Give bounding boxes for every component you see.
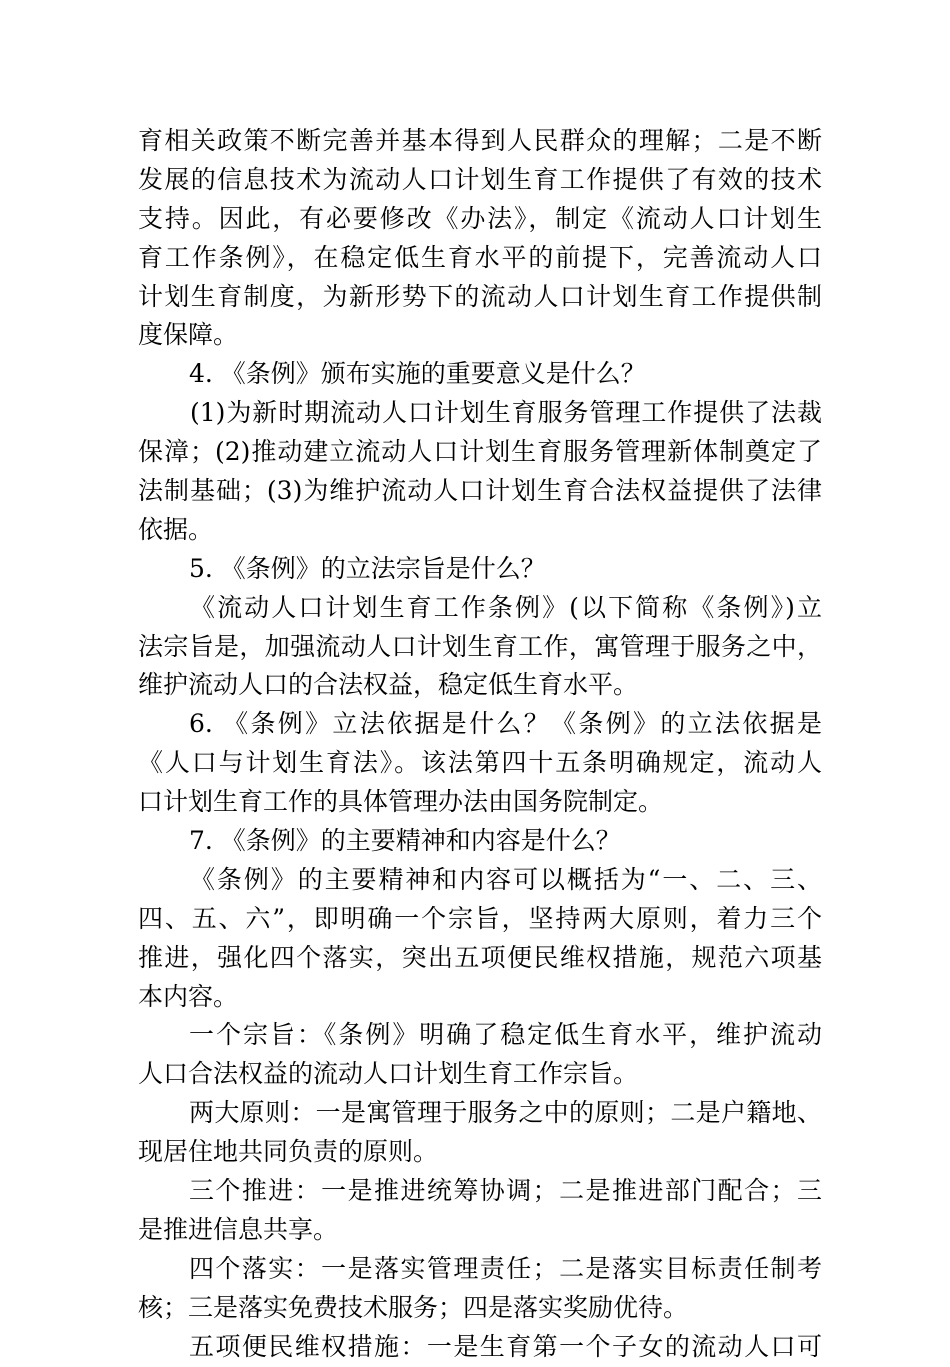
text-line: 支持。因此，有必要修改《办法》，制定《流动人口计划生 xyxy=(138,203,822,233)
text-line: 4. 《条例》颁布实施的重要意义是什么？ xyxy=(189,359,646,389)
text-line: 是推进信息共享。 xyxy=(138,1214,339,1244)
text-line: 育相关政策不断完善并基本得到人民群众的理解；二是不断 xyxy=(138,126,822,155)
text-line: 法制基础；(3)为维护流动人口计划生育合法权益提供了法律 xyxy=(138,476,822,506)
text-line: 核；三是落实免费技术服务；四是落实奖励优待。 xyxy=(138,1292,689,1322)
text-line: 计划生育制度，为新形势下的流动人口计划生育工作提供制 xyxy=(138,281,822,311)
text-line: 口计划生育工作的具体管理办法由国务院制定。 xyxy=(138,787,664,817)
text-line: 维护流动人口的合法权益，稳定低生育水平。 xyxy=(138,670,639,700)
text-line: 四个落实：一是落实管理责任；二是落实目标责任制考 xyxy=(189,1253,822,1283)
text-line: 保漳；(2)推动建立流动人口计划生育服务管理新体制奠定了 xyxy=(138,437,822,467)
text-line: 发展的信息技术为流动人口计划生育工作提供了有效的技术 xyxy=(138,164,822,194)
text-line: 《流动人口计划生育工作条例》(以下简称《条例》)立 xyxy=(190,592,822,622)
text-line: 6. 《条例》立法依据是什么？《条例》的立法依据是 xyxy=(189,709,822,739)
text-line: 现居住地共同负责的原则。 xyxy=(138,1137,439,1167)
text-line: 度保障。 xyxy=(138,320,239,350)
text-line: 《人口与计划生育法》。该法第四十五条明确规定，流动人 xyxy=(138,748,822,778)
document-body xyxy=(138,122,822,1367)
text-line: 两大原则：一是寓管理于服务之中的原则；二是户籍地、 xyxy=(189,1098,822,1128)
text-line: 三个推进：一是推进统筹协调；二是推进部门配合；三 xyxy=(189,1176,822,1206)
text-line: 法宗旨是，加强流动人口计划生育工作，寓管理于服务之中， xyxy=(138,631,822,661)
text-line: 《条例》的主要精神和内容可以概括为“一、二、三、 xyxy=(190,864,822,894)
text-line: 五项便民维权措施：一是生育第一个子女的流动人口可 xyxy=(189,1331,822,1361)
text-line: (1)为新时期流动人口计划生育服务管理工作提供了法裁 xyxy=(190,398,822,428)
text-line: 本内容。 xyxy=(138,981,239,1011)
text-line: 推进，强化四个落实，突出五项便民维权措施，规范六项基 xyxy=(138,942,822,972)
text-line: 一个宗旨：《条例》明确了稳定低生育水平，维护流动 xyxy=(189,1020,822,1050)
text-line: 7. 《条例》的主要精神和内容是什么？ xyxy=(189,826,621,856)
text-line: 四、五、六”，即明确一个宗旨，坚持两大原则，着力三个 xyxy=(138,903,822,933)
text-line: 人口合法权益的流动人口计划生育工作宗旨。 xyxy=(138,1059,639,1089)
text-line: 5. 《条例》的立法宗旨是什么？ xyxy=(189,553,546,583)
text-line: 依据。 xyxy=(138,514,214,544)
text-line: 育工作条例》，在稳定低生育水平的前提下，完善流动人口 xyxy=(138,242,822,272)
